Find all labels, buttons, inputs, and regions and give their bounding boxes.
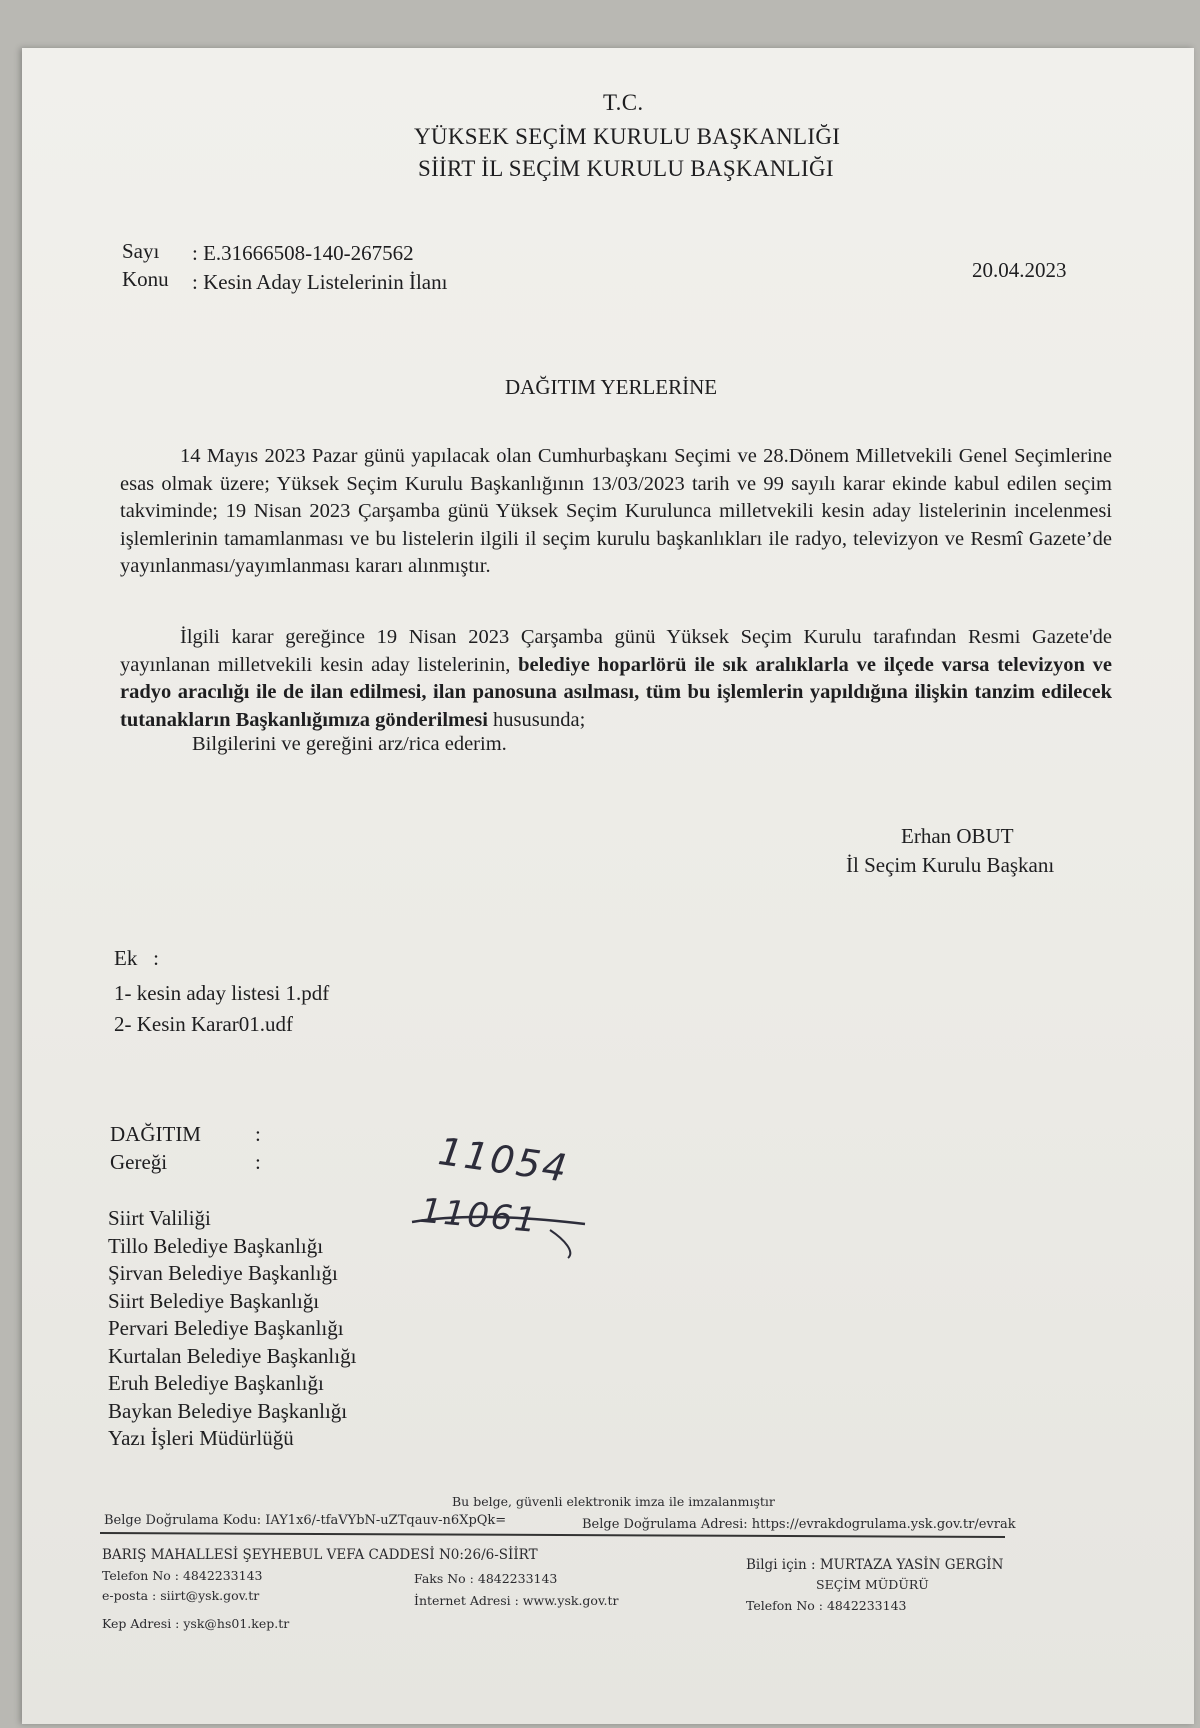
- document-page: [22, 48, 1194, 1724]
- list-item: Siirt Belediye Başkanlığı: [108, 1288, 320, 1313]
- konu-value: : Kesin Aday Listelerinin İlanı: [192, 270, 448, 294]
- verification-address: Belge Doğrulama Adresi: https://evrakdogrulama.ysk.gov.tr/evrak: [582, 1517, 1016, 1532]
- paragraph-2-bold: belediye hoparlörü ile sık aralıklarla ve ilçede varsa televizyon ve radyo aracılığı ile de ilan edilmesi, ilan panosuna asılması, tüm bu işlemlerin yapıldığına ilişkin tanzim edilecek tutanakların Başkanlığımıza gönderilmesi: [120, 653, 1112, 731]
- list-item: Baykan Belediye Başkanlığı: [108, 1398, 348, 1423]
- kep-address: Kep Adresi : ysk@hs01.kep.tr: [102, 1616, 290, 1631]
- institution-address: BARIŞ MAHALLESİ ŞEYHEBUL VEFA CADDESİ N0:26/6-SİİRT: [102, 1547, 538, 1563]
- fax-number: Faks No : 4842233143: [414, 1571, 558, 1586]
- info-role: SEÇİM MÜDÜRÜ: [816, 1577, 929, 1592]
- document-date: 20.04.2023: [972, 258, 1067, 282]
- closing-line: Bilgilerini ve gereğini arz/rica ederim.: [192, 733, 507, 755]
- distribution-label: DAĞITIM: [110, 1122, 201, 1146]
- sayi-value: : E.31666508-140-267562: [192, 241, 414, 265]
- list-item: Yazı İşleri Müdürlüğü: [108, 1426, 294, 1450]
- info-phone: Telefon No : 4842233143: [746, 1598, 907, 1613]
- list-item: Pervari Belediye Başkanlığı: [108, 1316, 344, 1340]
- paragraph-1-text: 14 Mayıs 2023 Pazar günü yapılacak olan Cumhurbaşkanı Seçimi ve 28.Dönem Milletvekili Genel Seçimlerine esas olmak üzere; Yüksek Seçim Kurulu Başkanlığının 13/03/2023 tarih ve 99 sayılı karar ekinde kabul edilen seçim takviminde; 19 Nisan 2023 Çarşamba günü Yüksek Seçim Kurulunca milletvekili kesin aday listelerinin incelenmesi işlemlerinin tamamlanması ve bu listelerin ilgili il seçim kurulu başkanlıkları ile radyo, televizyon ve Resmî Gazete’de yayınlanması/yayımlanması kararı alınmıştır.: [120, 445, 1112, 577]
- handwritten-strike-mark: [400, 1200, 600, 1260]
- list-item: Kurtalan Belediye Başkanlığı: [108, 1343, 357, 1368]
- info-contact: Bilgi için : MURTAZA YASİN GERGİN: [746, 1557, 1004, 1573]
- handwritten-number-2: 11061: [418, 1190, 540, 1242]
- list-item: Tillo Belediye Başkanlığı: [108, 1233, 324, 1258]
- phone-number: Telefon No : 4842233143: [102, 1568, 263, 1583]
- header-ysk: YÜKSEK SEÇİM KURULU BAŞKANLIĞI: [414, 124, 841, 149]
- signer-title: İl Seçim Kurulu Başkanı: [846, 853, 1055, 877]
- attachment-2: 2- Kesin Karar01.udf: [114, 1012, 294, 1036]
- addressee: DAĞITIM YERLERİNE: [505, 375, 718, 399]
- esign-note: Bu belge, güvenli elektronik imza ile imzalanmıştır: [452, 1494, 775, 1509]
- verification-code: Belge Doğrulama Kodu: IAY1x6/-tfaVYbN-uZTqauv-n6XpQk=: [104, 1513, 507, 1528]
- handwritten-number-1: 11054: [435, 1129, 572, 1191]
- signer-name: Erhan OBUT: [901, 824, 1014, 848]
- distribution-list: [108, 1205, 356, 1453]
- internet-address: İnternet Adresi : www.ysk.gov.tr: [414, 1593, 619, 1608]
- list-item: Şirvan Belediye Başkanlığı: [108, 1261, 338, 1285]
- header-tc: T.C.: [603, 90, 644, 115]
- paragraph-2-text: İlgili karar gereğince 19 Nisan 2023 Çarşamba günü Yüksek Seçim Kurulu tarafından Resmi Gazete'de yayınlanan milletvekili kesin aday listelerinin,: [120, 626, 1112, 676]
- paragraph-2: [120, 624, 1112, 734]
- sayi-label: Sayı: [122, 239, 160, 263]
- attachment-1: 1- kesin aday listesi 1.pdf: [114, 981, 330, 1005]
- attachments-label: Ek :: [114, 946, 159, 970]
- geregi-colon: :: [255, 1150, 261, 1174]
- header-siirt: SİİRT İL SEÇİM KURULU BAŞKANLIĞI: [418, 156, 834, 181]
- paragraph-2-end: hususunda;: [487, 708, 586, 731]
- geregi-label: Gereği: [110, 1150, 168, 1174]
- list-item: Siirt Valiliği: [108, 1206, 211, 1230]
- distribution-colon: :: [255, 1122, 261, 1146]
- email-address: e-posta : siirt@ysk.gov.tr: [102, 1588, 260, 1603]
- paragraph-1: [120, 443, 1112, 581]
- konu-label: Konu: [122, 267, 169, 291]
- list-item: Eruh Belediye Başkanlığı: [108, 1371, 324, 1395]
